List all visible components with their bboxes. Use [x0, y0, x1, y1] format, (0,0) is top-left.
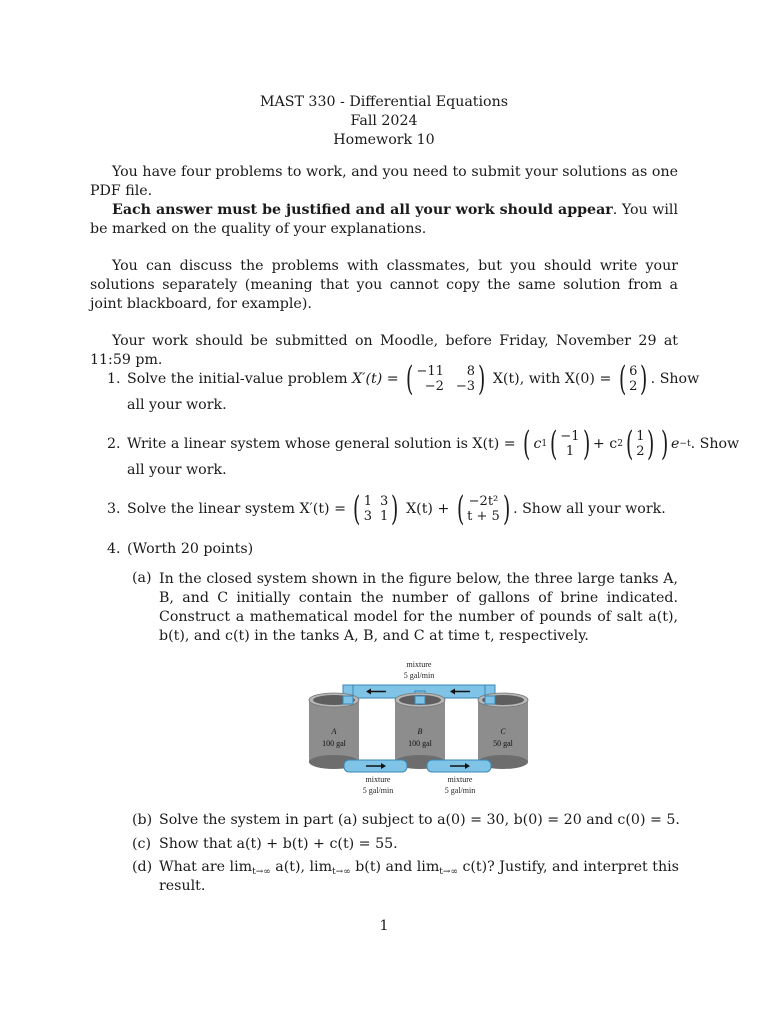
vector-entry: 6	[629, 364, 638, 379]
limit-text: What are lim	[159, 859, 253, 875]
problem-4a-text: In the closed system shown in the figure below, the three large tanks A, B, and C initially contain the number of gallons of brine indicated. Construct a mathematical model for the number of pounds of salt a(t), b(t), and c(t) in the tanks A, B, and C at time t, respectively.	[159, 571, 678, 644]
term: Fall 2024	[350, 113, 418, 129]
bottom-left-flow-rate: 5 gal/min	[362, 786, 394, 795]
limit-text: b(t) and lim	[350, 859, 440, 875]
problem-4b-text: Solve the system in part (a) subject to a(0) = 30, b(0) = 20 and c(0) = 5.	[159, 812, 680, 828]
intro-text-4: Your work should be submitted on Moodle, before Friday, November 29 at 11:59 pm.	[90, 333, 678, 368]
intro-paragraph-1	[90, 163, 678, 201]
problem-2-number: 2.	[107, 436, 121, 452]
constant-c1: c	[533, 436, 542, 452]
tank-a-name: A	[331, 727, 337, 736]
matrix-entry: 3	[363, 509, 373, 524]
vector-entry: 2	[636, 444, 645, 459]
problem-2-text: Write a linear system whose general solution is X(t) =	[127, 436, 516, 452]
top-flow-label: mixture	[406, 660, 432, 669]
problem-4c-label: (c)	[132, 836, 152, 852]
problem-3-line	[127, 485, 666, 533]
problem-2-line	[127, 420, 739, 468]
intro-text-3: You can discuss the problems with classmates, but you should write your solutions separately (meaning that you cannot copy the same solution from a joint blackboard, for example).	[90, 258, 678, 312]
tank-c-volume: 50 gal	[493, 739, 513, 748]
top-flow-rate: 5 gal/min	[403, 671, 435, 680]
problem-1-text-c: . Show	[650, 371, 700, 387]
matrix-entry: 1	[363, 494, 373, 509]
matrix-entry: −2	[424, 379, 444, 394]
problem-3-text-c: . Show all your work.	[513, 501, 666, 517]
tank-b-volume: 100 gal	[408, 739, 432, 748]
limit-text: a(t), lim	[270, 859, 333, 875]
problem-4b-label: (b)	[132, 812, 153, 828]
exponential: e	[671, 436, 680, 452]
constant-c2: + c	[592, 436, 618, 452]
problem-4a-label: (a)	[132, 570, 152, 586]
problem-1-line	[127, 355, 699, 403]
intro-paragraph-2	[90, 201, 678, 239]
problem-2-text-d: all your work.	[127, 462, 227, 478]
limit-text: c(t)? Justify, and interpret this	[457, 859, 679, 875]
course-title: MAST 330 - Differential Equations	[259, 94, 509, 110]
problem-3-text-b: X(t) +	[406, 501, 450, 517]
exponent: −t	[679, 439, 691, 449]
bottom-right-flow-rate: 5 gal/min	[444, 786, 476, 795]
problem-1-equation: X′(t) =	[352, 371, 399, 387]
limit-subscript: t→∞	[439, 867, 458, 877]
problem-2-outer-paren: ( c 1 ( −1 1 ) + c 2 ( 1 2 ) )	[523, 424, 669, 464]
tank-a-volume: 100 gal	[322, 739, 346, 748]
vector-entry: −2t²	[468, 494, 499, 509]
assignment-title: Homework 10	[333, 132, 435, 148]
limit-subscript: t→∞	[252, 867, 271, 877]
limit-subscript: t→∞	[332, 867, 351, 877]
tank-system-figure	[300, 656, 536, 798]
problem-4c-text: Show that a(t) + b(t) + c(t) = 55.	[159, 836, 398, 852]
intro-text-2: . You will be marked on the quality of your explanations.	[90, 202, 678, 237]
bottom-left-flow-label: mixture	[365, 775, 391, 784]
intro-paragraph-3	[90, 257, 678, 314]
vector-entry: −1	[560, 429, 580, 444]
problem-4-number: 4.	[107, 541, 121, 557]
tank-b-name: B	[417, 727, 423, 736]
matrix-entry: −11	[416, 364, 444, 379]
problem-3-number: 3.	[107, 501, 121, 517]
problem-1-vector: ( 6 2 )	[618, 359, 648, 399]
problem-3-text: Solve the linear system X′(t) =	[127, 501, 346, 517]
intro-text-1: You have four problems to work, and you need to submit your solutions as one PDF file.	[90, 164, 678, 199]
matrix-entry: 3	[380, 494, 389, 509]
vector-entry: 1	[565, 444, 575, 459]
matrix-entry: 1	[380, 509, 389, 524]
problem-1-number: 1.	[107, 371, 121, 387]
problem-4d-label: (d)	[132, 859, 153, 875]
problem-4d-line	[159, 859, 679, 877]
problem-3-matrix: ( 1 3 3 1 )	[353, 489, 399, 529]
problem-4d-text-2: result.	[159, 878, 206, 894]
problem-1-text: Solve the initial-value problem	[127, 371, 348, 387]
vector-entry: t + 5	[467, 509, 500, 524]
page-number: 1	[379, 918, 389, 934]
problem-3-vector: ( −2t² t + 5 )	[456, 489, 511, 529]
problem-1-text-b: X(t), with X(0) =	[492, 371, 612, 387]
problem-4-title: (Worth 20 points)	[127, 541, 254, 557]
problem-1-text-d: all your work.	[127, 397, 227, 413]
problem-2-text-c: . Show	[690, 436, 740, 452]
problem-1-matrix: ( −11 8 −2 −3 )	[406, 359, 486, 399]
bottom-right-flow-label: mixture	[447, 775, 473, 784]
intro-bold-text: Each answer must be justified and all your work should appear	[112, 202, 613, 218]
vector-entry: 1	[636, 429, 645, 444]
tank-c-name: C	[500, 727, 506, 736]
matrix-entry: 8	[466, 364, 476, 379]
vector-entry: 2	[629, 379, 638, 394]
matrix-entry: −3	[455, 379, 476, 394]
